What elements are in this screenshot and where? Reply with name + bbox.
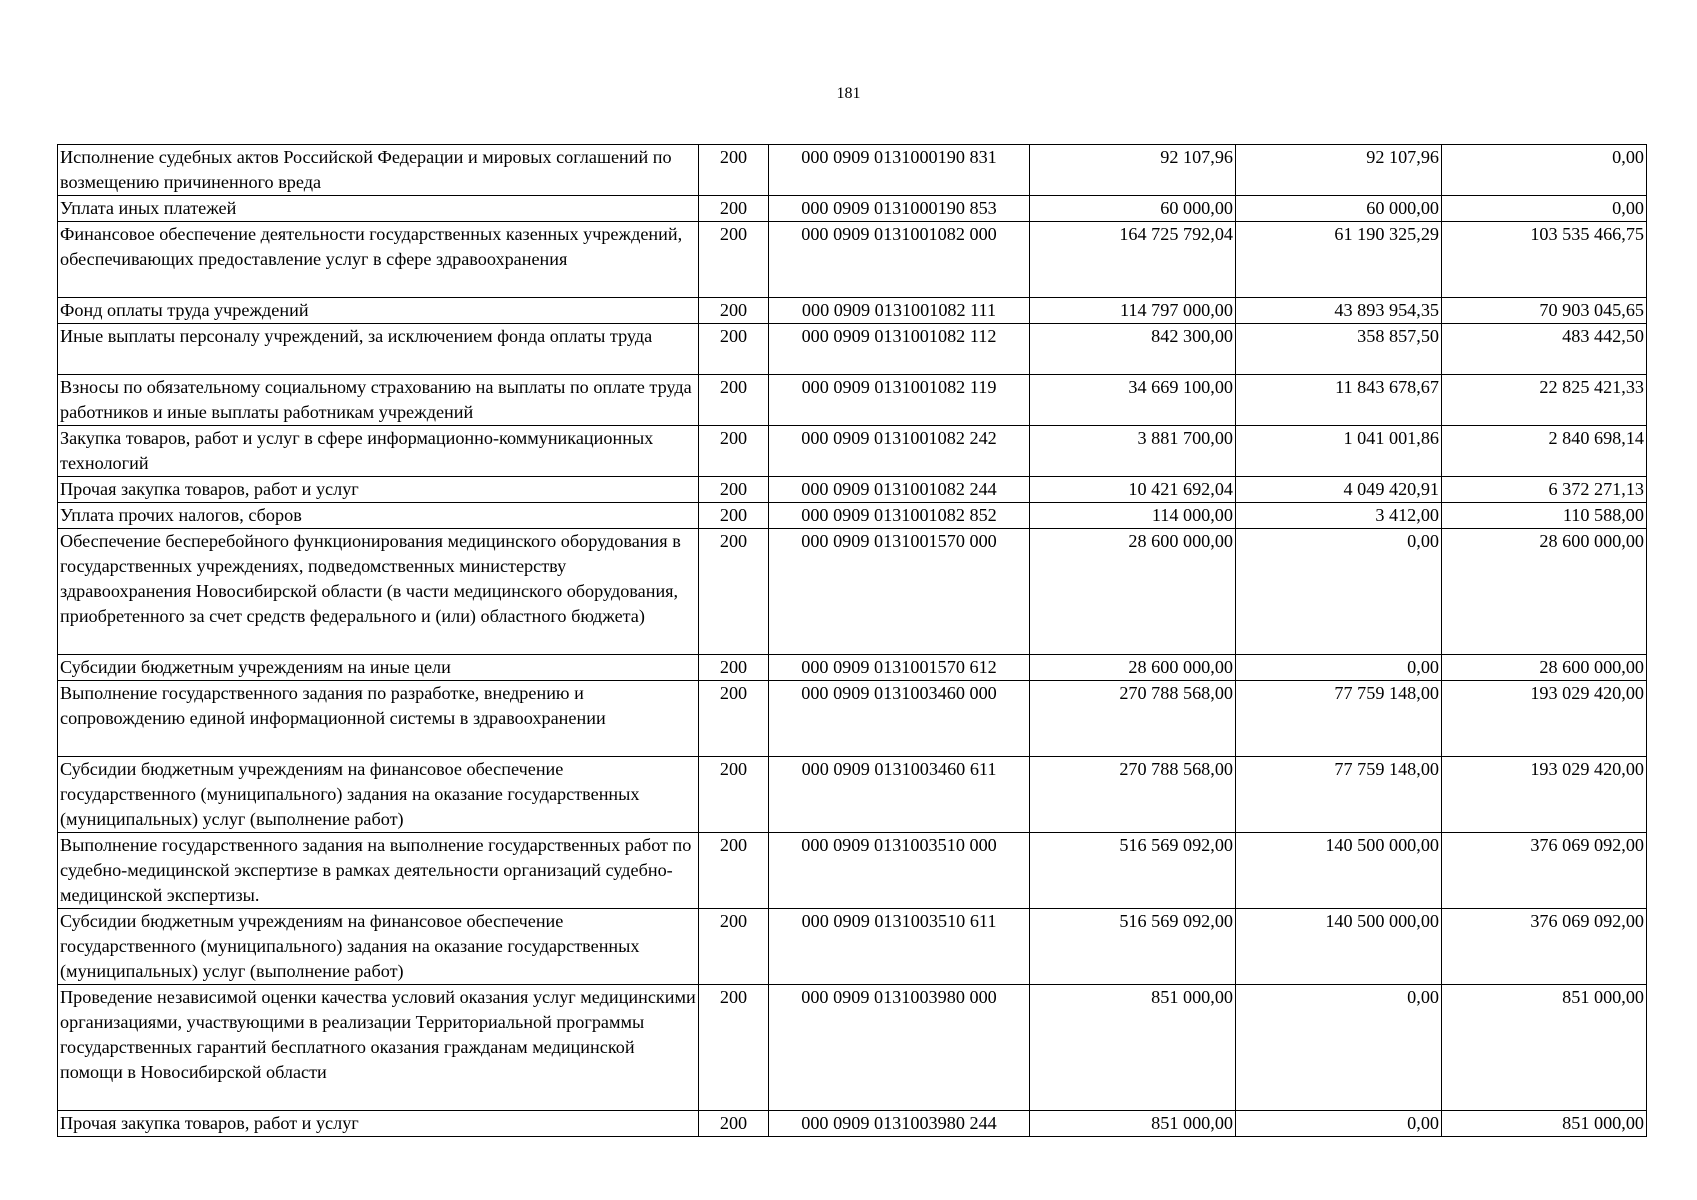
row-unexecuted-amount: 70 903 045,65 [1442,298,1647,324]
row-executed-amount: 61 190 325,29 [1236,222,1442,298]
row-approved-amount: 34 669 100,00 [1030,375,1236,426]
row-classification-code: 000 0909 0131001082 112 [769,324,1030,375]
row-classification-code: 000 0909 0131001082 242 [769,426,1030,477]
row-classification-code: 000 0909 0131003460 000 [769,681,1030,757]
table-row [58,375,1647,426]
row-classification-code: 000 0909 0131003510 000 [769,833,1030,909]
row-approved-amount: 114 797 000,00 [1030,298,1236,324]
row-executed-amount: 140 500 000,00 [1236,833,1442,909]
row-executed-amount: 0,00 [1236,1111,1442,1137]
row-classification-code: 000 0909 0131000190 831 [769,145,1030,196]
page-number: 181 [836,85,861,102]
row-name: Субсидии бюджетным учреждениям на иные цели [58,655,699,681]
row-line-code: 200 [699,426,769,477]
row-unexecuted-amount: 22 825 421,33 [1442,375,1647,426]
table-row [58,1111,1647,1137]
row-executed-amount: 0,00 [1236,655,1442,681]
row-unexecuted-amount: 193 029 420,00 [1442,681,1647,757]
row-classification-code: 000 0909 0131001570 612 [769,655,1030,681]
row-executed-amount: 140 500 000,00 [1236,909,1442,985]
row-classification-code: 000 0909 0131003980 000 [769,985,1030,1111]
row-line-code: 200 [699,909,769,985]
table-row [58,529,1647,655]
row-executed-amount: 4 049 420,91 [1236,477,1442,503]
row-name: Фонд оплаты труда учреждений [58,298,699,324]
row-unexecuted-amount: 28 600 000,00 [1442,655,1647,681]
row-name: Уплата прочих налогов, сборов [58,503,699,529]
row-line-code: 200 [699,681,769,757]
row-unexecuted-amount: 103 535 466,75 [1442,222,1647,298]
row-line-code: 200 [699,757,769,833]
budget-execution-table [57,144,1647,1137]
table-row [58,833,1647,909]
row-executed-amount: 60 000,00 [1236,196,1442,222]
row-approved-amount: 92 107,96 [1030,145,1236,196]
table-row [58,426,1647,477]
row-unexecuted-amount: 376 069 092,00 [1442,909,1647,985]
row-name: Уплата иных платежей [58,196,699,222]
row-line-code: 200 [699,145,769,196]
row-name: Исполнение судебных актов Российской Федерации и мировых соглашений по возмещению причиненного вреда [58,145,699,196]
row-approved-amount: 3 881 700,00 [1030,426,1236,477]
row-classification-code: 000 0909 0131001570 000 [769,529,1030,655]
row-line-code: 200 [699,222,769,298]
row-unexecuted-amount: 6 372 271,13 [1442,477,1647,503]
row-approved-amount: 842 300,00 [1030,324,1236,375]
row-name: Обеспечение бесперебойного функционирования медицинского оборудования в государственных учреждениях, подведомственных министерству здравоохранения Новосибирской области (в части медицинского оборудования, приобретенного за счет средств федерального и (или) областного бюджета) [58,529,699,655]
row-line-code: 200 [699,298,769,324]
row-approved-amount: 28 600 000,00 [1030,529,1236,655]
row-approved-amount: 60 000,00 [1030,196,1236,222]
table-row [58,324,1647,375]
row-classification-code: 000 0909 0131001082 000 [769,222,1030,298]
row-name: Субсидии бюджетным учреждениям на финансовое обеспечение государственного (муниципального) задания на оказание государственных (муниципальных) услуг (выполнение работ) [58,909,699,985]
row-executed-amount: 358 857,50 [1236,324,1442,375]
row-unexecuted-amount: 0,00 [1442,145,1647,196]
table-row [58,298,1647,324]
table-row [58,145,1647,196]
table-row [58,503,1647,529]
table-row [58,196,1647,222]
row-name: Иные выплаты персоналу учреждений, за исключением фонда оплаты труда [58,324,699,375]
row-name: Прочая закупка товаров, работ и услуг [58,477,699,503]
row-unexecuted-amount: 851 000,00 [1442,1111,1647,1137]
row-line-code: 200 [699,529,769,655]
row-classification-code: 000 0909 0131000190 853 [769,196,1030,222]
table-row [58,985,1647,1111]
row-unexecuted-amount: 110 588,00 [1442,503,1647,529]
row-unexecuted-amount: 0,00 [1442,196,1647,222]
row-executed-amount: 43 893 954,35 [1236,298,1442,324]
row-line-code: 200 [699,196,769,222]
row-approved-amount: 10 421 692,04 [1030,477,1236,503]
row-classification-code: 000 0909 0131001082 119 [769,375,1030,426]
row-approved-amount: 114 000,00 [1030,503,1236,529]
row-line-code: 200 [699,477,769,503]
table-row [58,655,1647,681]
row-unexecuted-amount: 851 000,00 [1442,985,1647,1111]
table-row [58,681,1647,757]
row-name: Выполнение государственного задания по разработке, внедрению и сопровождению единой информационной системы в здравоохранении [58,681,699,757]
row-classification-code: 000 0909 0131003980 244 [769,1111,1030,1137]
row-executed-amount: 3 412,00 [1236,503,1442,529]
row-executed-amount: 77 759 148,00 [1236,757,1442,833]
row-classification-code: 000 0909 0131001082 852 [769,503,1030,529]
row-line-code: 200 [699,375,769,426]
row-unexecuted-amount: 193 029 420,00 [1442,757,1647,833]
row-line-code: 200 [699,655,769,681]
row-approved-amount: 516 569 092,00 [1030,833,1236,909]
row-approved-amount: 270 788 568,00 [1030,757,1236,833]
row-name: Выполнение государственного задания на выполнение государственных работ по судебно-медицинской экспертизе в рамках деятельности организаций судебно-медицинской экспертизы. [58,833,699,909]
table-row [58,909,1647,985]
row-executed-amount: 0,00 [1236,985,1442,1111]
row-name: Субсидии бюджетным учреждениям на финансовое обеспечение государственного (муниципального) задания на оказание государственных (муниципальных) услуг (выполнение работ) [58,757,699,833]
table-row [58,757,1647,833]
row-name: Финансовое обеспечение деятельности государственных казенных учреждений, обеспечивающих предоставление услуг в сфере здравоохранения [58,222,699,298]
table-row [58,222,1647,298]
row-approved-amount: 851 000,00 [1030,1111,1236,1137]
row-name: Закупка товаров, работ и услуг в сфере информационно-коммуникационных технологий [58,426,699,477]
row-unexecuted-amount: 28 600 000,00 [1442,529,1647,655]
row-executed-amount: 77 759 148,00 [1236,681,1442,757]
table-row [58,477,1647,503]
row-executed-amount: 11 843 678,67 [1236,375,1442,426]
row-name: Взносы по обязательному социальному страхованию на выплаты по оплате труда работников и иные выплаты работникам учреждений [58,375,699,426]
row-approved-amount: 164 725 792,04 [1030,222,1236,298]
row-approved-amount: 28 600 000,00 [1030,655,1236,681]
row-classification-code: 000 0909 0131003460 611 [769,757,1030,833]
row-approved-amount: 270 788 568,00 [1030,681,1236,757]
row-unexecuted-amount: 376 069 092,00 [1442,833,1647,909]
row-approved-amount: 851 000,00 [1030,985,1236,1111]
row-executed-amount: 1 041 001,86 [1236,426,1442,477]
row-classification-code: 000 0909 0131001082 111 [769,298,1030,324]
row-line-code: 200 [699,324,769,375]
row-line-code: 200 [699,985,769,1111]
row-unexecuted-amount: 483 442,50 [1442,324,1647,375]
row-name: Проведение независимой оценки качества условий оказания услуг медицинскими организациями, участвующими в реализации Территориальной программы государственных гарантий бесплатного оказания гражданам медицинской помощи в Новосибирской области [58,985,699,1111]
row-classification-code: 000 0909 0131001082 244 [769,477,1030,503]
row-classification-code: 000 0909 0131003510 611 [769,909,1030,985]
row-executed-amount: 92 107,96 [1236,145,1442,196]
row-executed-amount: 0,00 [1236,529,1442,655]
row-line-code: 200 [699,1111,769,1137]
row-line-code: 200 [699,833,769,909]
row-line-code: 200 [699,503,769,529]
row-unexecuted-amount: 2 840 698,14 [1442,426,1647,477]
row-name: Прочая закупка товаров, работ и услуг [58,1111,699,1137]
row-approved-amount: 516 569 092,00 [1030,909,1236,985]
